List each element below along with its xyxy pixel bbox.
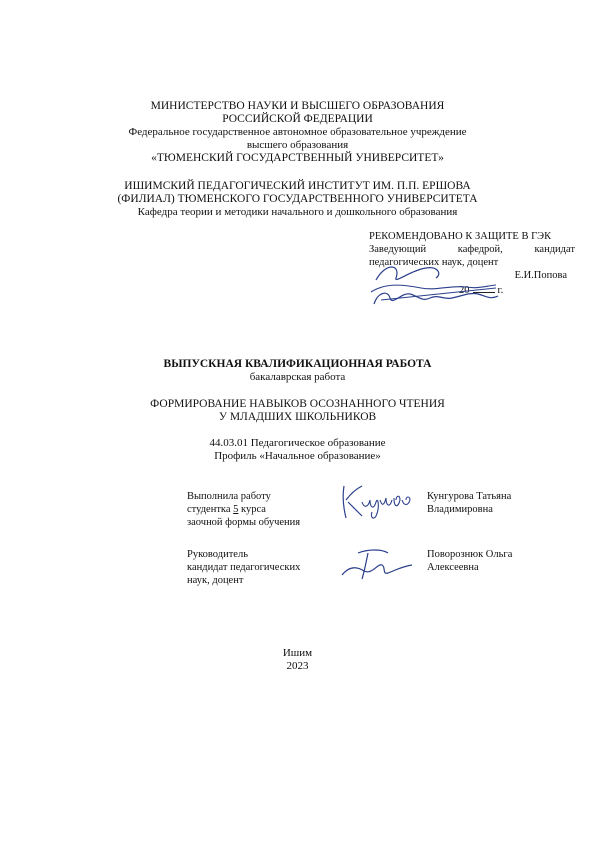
program-code: 44.03.01 Педагогическое образование bbox=[209, 437, 386, 449]
supervisor-signature-icon bbox=[338, 545, 418, 585]
approval-word-2: кафедрой, bbox=[457, 244, 503, 255]
supervisor-name bbox=[427, 548, 577, 574]
supervisor-name-line-1: Поворознюк Ольга bbox=[427, 549, 513, 560]
student-role-line-1: Выполнила работу bbox=[187, 491, 271, 502]
program-block bbox=[0, 437, 595, 463]
student-name-line-1: Кунгурова Татьяна bbox=[427, 491, 512, 502]
work-subtitle: бакалаврская работа bbox=[249, 371, 346, 383]
approval-year-suffix: г. bbox=[497, 285, 504, 296]
footer-year: 2023 bbox=[286, 660, 309, 672]
topic-line-1: ФОРМИРОВАНИЕ НАВЫКОВ ОСОЗНАННОГО ЧТЕНИЯ bbox=[150, 398, 445, 410]
student-name-line-2: Владимировна bbox=[427, 504, 493, 515]
ministry-line-1: МИНИСТЕРСТВО НАУКИ И ВЫСШЕГО ОБРАЗОВАНИЯ bbox=[150, 100, 445, 112]
approval-word-3: кандидат bbox=[534, 244, 575, 255]
program-profile: Профиль «Начальное образование» bbox=[214, 450, 381, 462]
student-name bbox=[427, 490, 577, 516]
ministry-line-2: РОССИЙСКОЙ ФЕДЕРАЦИИ bbox=[222, 113, 373, 125]
approval-heading: РЕКОМЕНДОВАНО К ЗАЩИТЕ В ГЭК bbox=[369, 231, 552, 242]
work-title: ВЫПУСКНАЯ КВАЛИФИКАЦИОННАЯ РАБОТА bbox=[163, 358, 432, 370]
topic-line-2: У МЛАДШИХ ШКОЛЬНИКОВ bbox=[218, 411, 377, 423]
approval-year-prefix: 20 bbox=[459, 285, 470, 296]
approval-head-name: Е.И.Попова bbox=[514, 270, 567, 281]
supervisor-role-line-3: наук, доцент bbox=[187, 575, 244, 586]
department-name: Кафедра теории и методики начального и дошкольного образования bbox=[137, 206, 458, 218]
university-name: «ТЮМЕНСКИЙ ГОСУДАРСТВЕННЫЙ УНИВЕРСИТЕТ» bbox=[151, 152, 444, 164]
student-signature-icon bbox=[336, 478, 416, 522]
supervisor-role bbox=[187, 548, 337, 587]
ministry-line-4: высшего образования bbox=[246, 139, 349, 151]
institute-line-2: (ФИЛИАЛ) ТЮМЕНСКОГО ГОСУДАРСТВЕННОГО УНИВЕРСИТЕТА bbox=[117, 193, 478, 205]
student-role bbox=[187, 490, 337, 529]
student-role-line-2 bbox=[187, 503, 337, 516]
institute-header bbox=[0, 180, 595, 219]
supervisor-role-line-1: Руководитель bbox=[187, 549, 248, 560]
head-signature-icon bbox=[366, 252, 506, 308]
footer-city: Ишим bbox=[282, 647, 313, 659]
footer-block bbox=[0, 647, 595, 673]
ministry-line-3: Федеральное государственное автономное образовательное учреждение bbox=[128, 126, 467, 138]
student-role-suffix: курса bbox=[241, 504, 266, 515]
approval-line-2: педагогических наук, доцент bbox=[369, 257, 499, 268]
work-title-block bbox=[0, 358, 595, 384]
student-role-line-3: заочной формы обучения bbox=[187, 517, 301, 528]
supervisor-name-line-2: Алексеевна bbox=[427, 562, 479, 573]
topic-block bbox=[0, 398, 595, 424]
institute-line-1: ИШИМСКИЙ ПЕДАГОГИЧЕСКИЙ ИНСТИТУТ ИМ. П.П. ЕРШОВА bbox=[124, 180, 471, 192]
ministry-header bbox=[0, 100, 595, 165]
student-role-prefix: студентка bbox=[187, 504, 231, 515]
supervisor-role-line-2: кандидат педагогических bbox=[187, 562, 301, 573]
approval-word-1: Заведующий bbox=[369, 244, 427, 255]
student-course-number: 5 bbox=[233, 504, 239, 515]
